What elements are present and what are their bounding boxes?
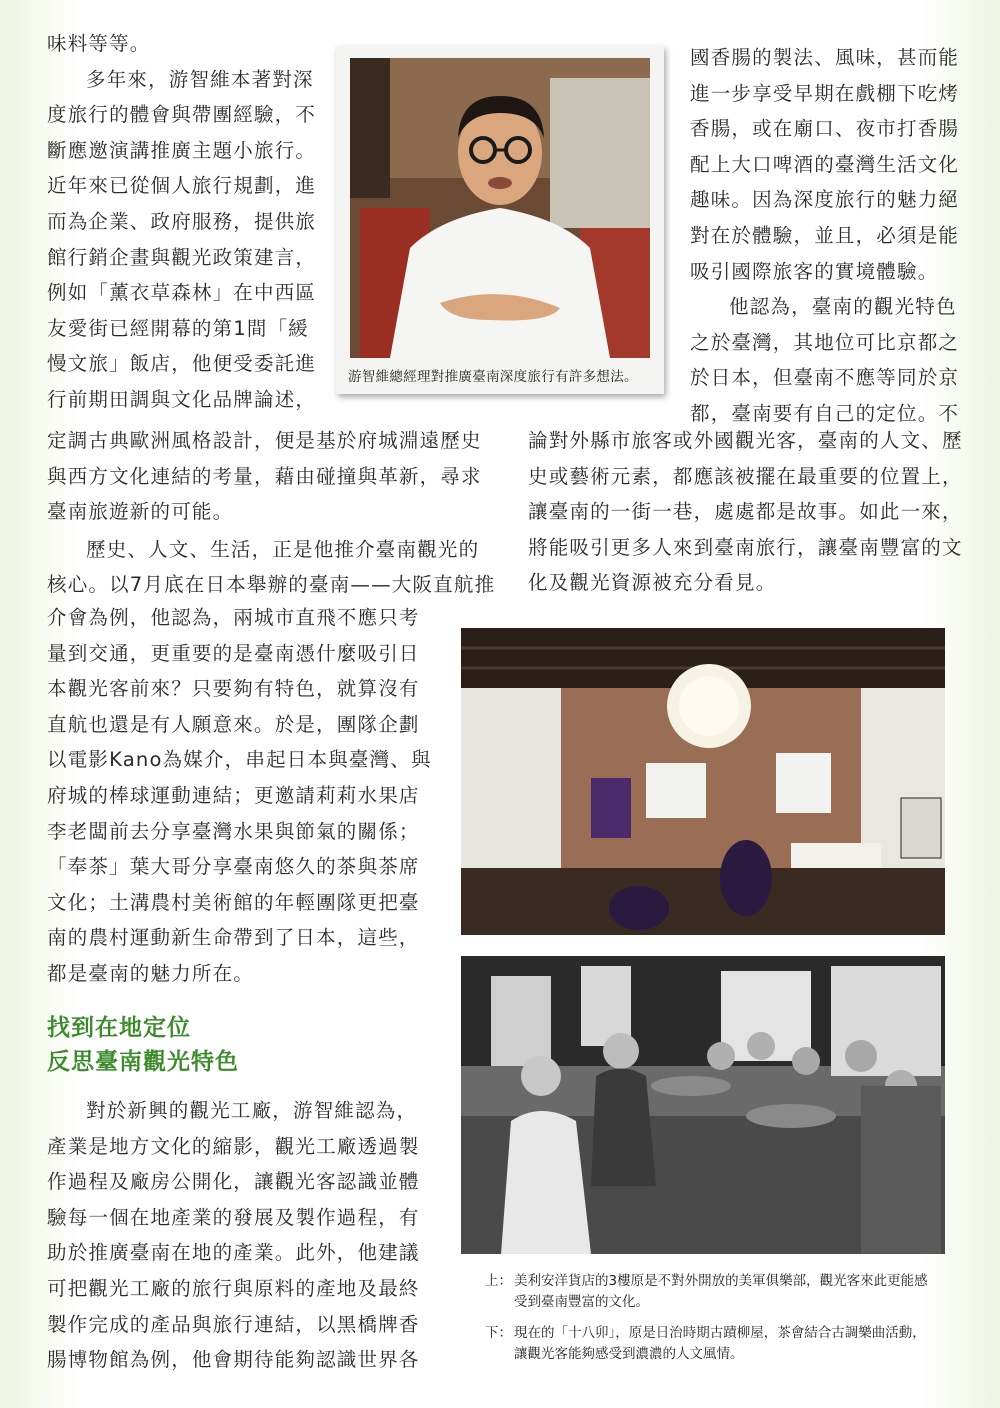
text-line: 量到交通，更重要的是臺南憑什麼吸引日	[47, 641, 420, 665]
interior-photo-top	[461, 628, 945, 935]
text-line: 讓臺南的一街一巷，處處都是故事。如此一來，	[528, 500, 963, 524]
text-line: 行前期田調與文化品牌論述，	[47, 387, 317, 411]
text-line: 驗每一個在地產業的發展及製作過程，有	[47, 1205, 420, 1229]
caption-line: 受到臺南豐富的文化。	[514, 1294, 649, 1310]
right-top-paragraphs	[690, 40, 959, 432]
portrait-caption: 游智維總經理對推廣臺南深度旅行有許多想法。	[348, 369, 638, 385]
caption-top-photo	[485, 1271, 965, 1315]
caption-line: 美利安洋貨店的3樓原是不對外開放的美軍俱樂部，觀光客來此更能感	[514, 1273, 928, 1289]
caption-line: 讓觀光客能夠感受到濃濃的人文風情。	[514, 1346, 744, 1362]
text-line: 府城的棒球運動連結；更邀請莉莉水果店	[47, 783, 420, 807]
text-line: 配上大口啤酒的臺灣生活文化	[690, 152, 960, 176]
text-line: 慢文旅」飯店，他便受委託進	[47, 352, 317, 376]
text-line: 都，臺南要有自己的定位。不	[690, 401, 960, 425]
text-line: 產業是地方文化的縮影，觀光工廠透過製	[47, 1134, 420, 1158]
text-line: 對在於體驗，並且，必須是能	[690, 223, 960, 247]
text-line: 作過程及廠房公開化，讓觀光客認識並體	[47, 1170, 420, 1194]
text-line: 直航也還是有人願意來。於是，團隊企劃	[47, 712, 420, 736]
text-line: 化及觀光資源被充分看見。	[528, 571, 777, 595]
section-heading	[47, 1011, 239, 1079]
interior-photo-bottom	[461, 956, 945, 1254]
text-line: 核心。以7月底在日本舉辦的臺南——大阪直航推	[47, 573, 496, 597]
text-line: 而為企業、政府服務，提供旅	[47, 209, 317, 233]
text-line: 多年來，游智維本著對深	[86, 67, 314, 91]
portrait-photo-frame	[336, 46, 664, 394]
right-wide-paragraphs	[528, 423, 963, 601]
text-line: 製作完成的產品與旅行連結，以黑橋牌香	[47, 1312, 420, 1336]
caption-tag-bottom: 下：	[485, 1325, 512, 1341]
text-line: 李老闆前去分享臺灣水果與節氣的關係；	[47, 819, 420, 843]
heading-line-1: 找到在地定位	[47, 1015, 191, 1041]
text-line: 以電影Kano為媒介，串起日本與臺灣、與	[47, 748, 432, 772]
text-line: 史或藝術元素，都應該被擺在最重要的位置上，	[528, 464, 963, 488]
text-line: 吸引國際旅客的實境體驗。	[690, 259, 939, 283]
text-line: 館行銷企畫與觀光政策建言，	[47, 245, 317, 269]
text-line: 可把觀光工廠的旅行與原料的產地及最終	[47, 1276, 420, 1300]
text-line: 論對外縣市旅客或外國觀光客，臺南的人文、歷	[528, 429, 963, 452]
text-line: 將能吸引更多人來到臺南旅行，讓臺南豐富的文	[528, 535, 963, 559]
text-line: 味料等等。	[47, 32, 151, 55]
text-line: 文化；土溝農村美術館的年輕團隊更把臺	[47, 890, 420, 914]
portrait-photo	[350, 58, 650, 358]
text-line: 南的農村運動新生命帶到了日本，這些，	[47, 926, 420, 950]
text-line: 與西方文化連結的考量，藉由碰撞與革新，尋求	[47, 464, 482, 488]
text-line: 本觀光客前來？只要夠有特色，就算沒有	[47, 677, 420, 701]
left-bottom-paragraphs	[47, 1093, 420, 1378]
caption-bottom-photo	[485, 1323, 965, 1367]
caption-text-bottom	[514, 1323, 926, 1365]
caption-line: 現在的「十八卯」，原是日治時期古蹟柳屋，茶會結合古調樂曲活動，	[514, 1325, 926, 1341]
text-line: 趣味。因為深度旅行的魅力絕	[690, 188, 960, 212]
text-line: 香腸，或在廟口、夜市打香腸	[690, 117, 960, 141]
text-line: 臺南旅遊新的可能。	[47, 500, 234, 524]
text-line: 介會為例，他認為，兩城市直飛不應只考	[47, 606, 420, 629]
text-line: 助於推廣臺南在地的產業。此外，他建議	[47, 1241, 420, 1265]
text-line: 近年來已從個人旅行規劃，進	[47, 174, 317, 198]
text-line: 他認為，臺南的觀光特色	[729, 295, 957, 319]
text-line: 友愛街已經開幕的第1間「緩	[47, 316, 310, 340]
caption-text-top	[514, 1271, 928, 1313]
text-line: 之於臺灣，其地位可比京都之	[690, 330, 960, 354]
text-line: 「奉茶」葉大哥分享臺南悠久的茶與茶席	[47, 855, 420, 879]
heading-line-2: 反思臺南觀光特色	[47, 1049, 239, 1075]
text-line: 歷史、人文、生活，正是他推介臺南觀光的	[86, 537, 480, 561]
text-line: 進一步享受早期在戲棚下吃烤	[690, 81, 960, 105]
text-line: 度旅行的體會與帶團經驗，不	[47, 103, 317, 127]
text-line: 對於新興的觀光工廠，游智維認為，	[86, 1099, 418, 1122]
text-line: 於日本，但臺南不應等同於京	[690, 366, 960, 390]
left-top-paragraphs	[47, 26, 316, 418]
text-line: 例如「薰衣草森林」在中西區	[47, 281, 317, 305]
left-mid-paragraphs	[47, 600, 432, 992]
text-line: 斷應邀演講推廣主題小旅行。	[47, 138, 317, 162]
text-line: 都是臺南的魅力所在。	[47, 961, 255, 985]
caption-tag-top: 上：	[485, 1273, 512, 1289]
text-line: 腸博物館為例，他會期待能夠認識世界各	[47, 1348, 420, 1372]
text-line: 國香腸的製法、風味，甚而能	[690, 46, 960, 69]
left-wide-paragraphs	[47, 423, 495, 603]
text-line: 定調古典歐洲風格設計，便是基於府城淵遠歷史	[47, 429, 482, 452]
